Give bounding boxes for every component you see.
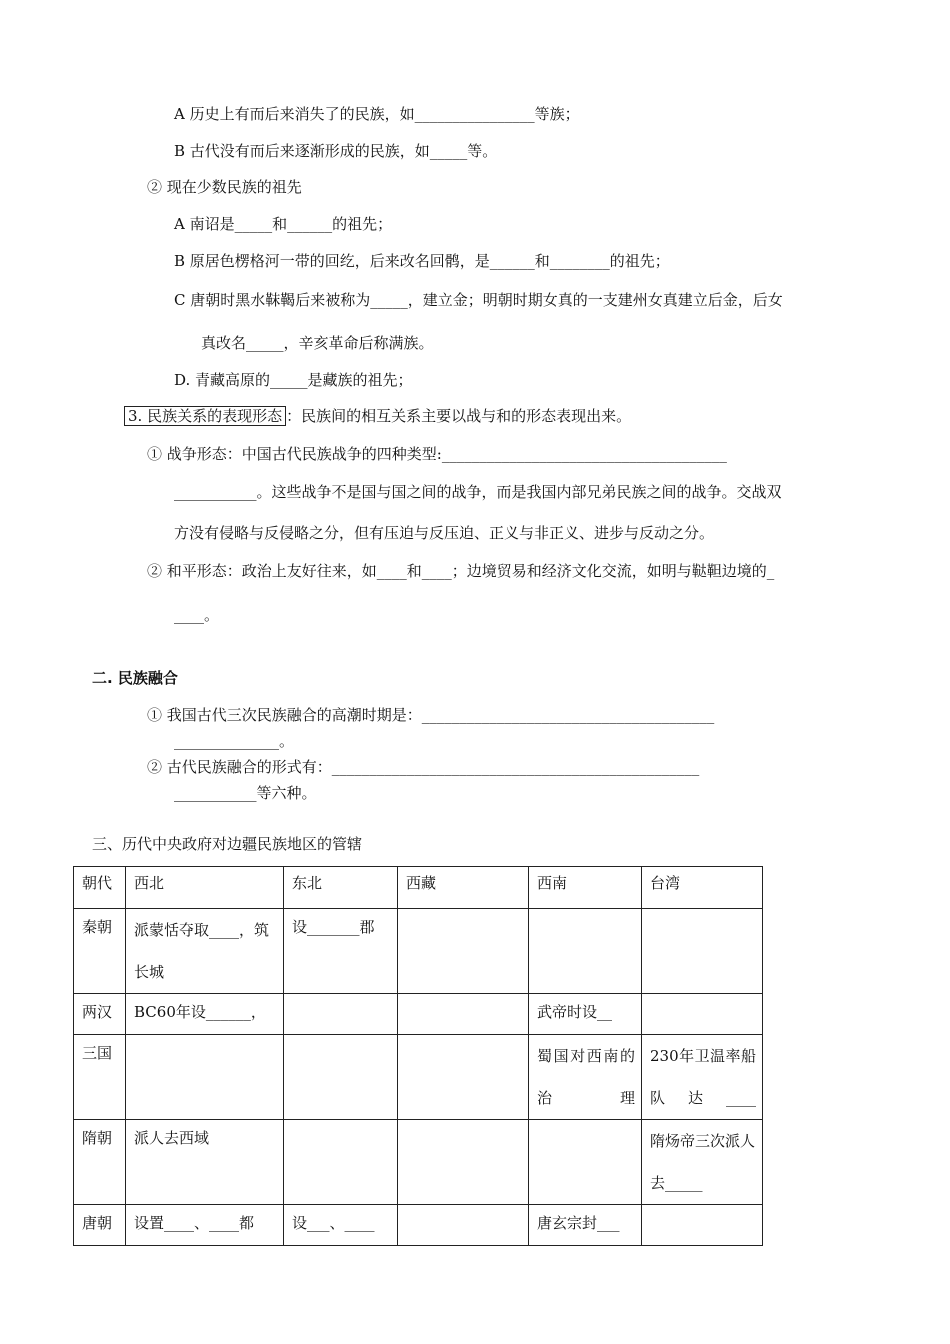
table-header: 西藏 <box>398 867 529 909</box>
table-cell: 230年卫温率船队达____ <box>642 1035 763 1120</box>
text-line-peace-end: ____。 <box>174 606 220 624</box>
table-cell: 唐朝 <box>74 1205 126 1246</box>
table-cell <box>398 1120 529 1205</box>
text-line-integration-forms-end: ___________等六种。 <box>174 784 317 802</box>
table-cell: 武帝时设__ <box>529 994 642 1035</box>
table-header-row <box>74 867 763 909</box>
table-header: 朝代 <box>74 867 126 909</box>
section-heading-administration: 三、历代中央政府对边疆民族地区的管辖 <box>92 835 363 853</box>
table-cell <box>398 1035 529 1120</box>
table-cell: 唐玄宗封___ <box>529 1205 642 1246</box>
table-cell: 蜀国对西南的治理 <box>529 1035 642 1120</box>
table-row <box>74 909 763 994</box>
table-cell: 设置____、____都 <box>126 1205 284 1246</box>
administration-table <box>73 866 763 1246</box>
table-cell: 设___、____ <box>284 1205 398 1246</box>
text-line-manchu: 真改名_____，辛亥革命后称满族。 <box>201 334 434 352</box>
table-cell: 两汉 <box>74 994 126 1035</box>
text-line-later-peoples: B 古代没有而后来逐渐形成的民族，如_____等。 <box>174 142 498 160</box>
text-line-nanzhao: A 南诏是_____和______的祖先； <box>174 215 393 233</box>
text-line-integration-forms: ② 古代民族融合的形式有：_________________________________________________ <box>147 758 700 776</box>
table-row <box>74 1035 763 1120</box>
table-cell <box>126 1035 284 1120</box>
relations-text: ：民族间的相互关系主要以战与和的形态表现出来。 <box>286 407 632 425</box>
table-cell <box>398 994 529 1035</box>
table-cell <box>642 994 763 1035</box>
text-line-integration-peaks-end: ______________。 <box>174 732 295 750</box>
table-cell: BC60年设______， <box>126 994 284 1035</box>
table-row <box>74 1120 763 1205</box>
table-cell: 派人去西域 <box>126 1120 284 1205</box>
table-cell: 三国 <box>74 1035 126 1120</box>
text-line-mohe: C 唐朝时黑水靺鞨后来被称为_____，建立金；明朝时期女真的一支建州女真建立后金，后女 <box>174 291 783 309</box>
table-cell: 隋炀帝三次派人去_____ <box>642 1120 763 1205</box>
text-line-peace-forms: ② 和平形态：政治上友好往来，如____和____；边境贸易和经济文化交流，如明与鞑靼边境的_ <box>147 562 775 580</box>
table-cell <box>284 994 398 1035</box>
table-header: 东北 <box>284 867 398 909</box>
table-cell <box>284 1120 398 1205</box>
table-header: 西南 <box>529 867 642 909</box>
section-heading-integration: 二. 民族融合 <box>92 669 178 687</box>
table-cell <box>642 1205 763 1246</box>
text-line-extinct-peoples: A 历史上有而后来消失了的民族，如________________等族； <box>174 105 580 123</box>
table-cell <box>529 909 642 994</box>
table-header: 台湾 <box>642 867 763 909</box>
table-cell <box>642 909 763 994</box>
text-line-war-desc: ___________。这些战争不是国与国之间的战争，而是我国内部兄弟民族之间的战争。交战双 <box>174 483 782 501</box>
relations-heading-box: 3. 民族关系的表现形态 <box>124 406 286 426</box>
table-cell <box>284 1035 398 1120</box>
table-header: 西北 <box>126 867 284 909</box>
text-line-war-desc2: 方没有侵略与反侵略之分，但有压迫与反压迫、正义与非正义、进步与反动之分。 <box>174 524 715 542</box>
text-line-huihe: B 原居色楞格河一带的回纥，后来改名回鹘，是______和________的祖先； <box>174 252 670 270</box>
text-line-ancestors-heading: ② 现在少数民族的祖先 <box>147 178 302 196</box>
table-row <box>74 1205 763 1246</box>
table-cell: 隋朝 <box>74 1120 126 1205</box>
table-cell: 秦朝 <box>74 909 126 994</box>
table-cell: 设_______郡 <box>284 909 398 994</box>
table-row <box>74 994 763 1035</box>
table-cell: 派蒙恬夺取____，筑长城 <box>126 909 284 994</box>
table-cell <box>398 909 529 994</box>
text-line-war-forms: ① 战争形态：中国古代民族战争的四种类型:______________________________________ <box>147 445 727 463</box>
text-line-tibet: D. 青藏高原的_____是藏族的祖先； <box>174 371 413 389</box>
table-cell <box>529 1120 642 1205</box>
table-cell <box>398 1205 529 1246</box>
text-line-integration-peaks: ① 我国古代三次民族融合的高潮时期是：_______________________________________ <box>147 706 715 724</box>
text-line-relations <box>124 406 631 426</box>
